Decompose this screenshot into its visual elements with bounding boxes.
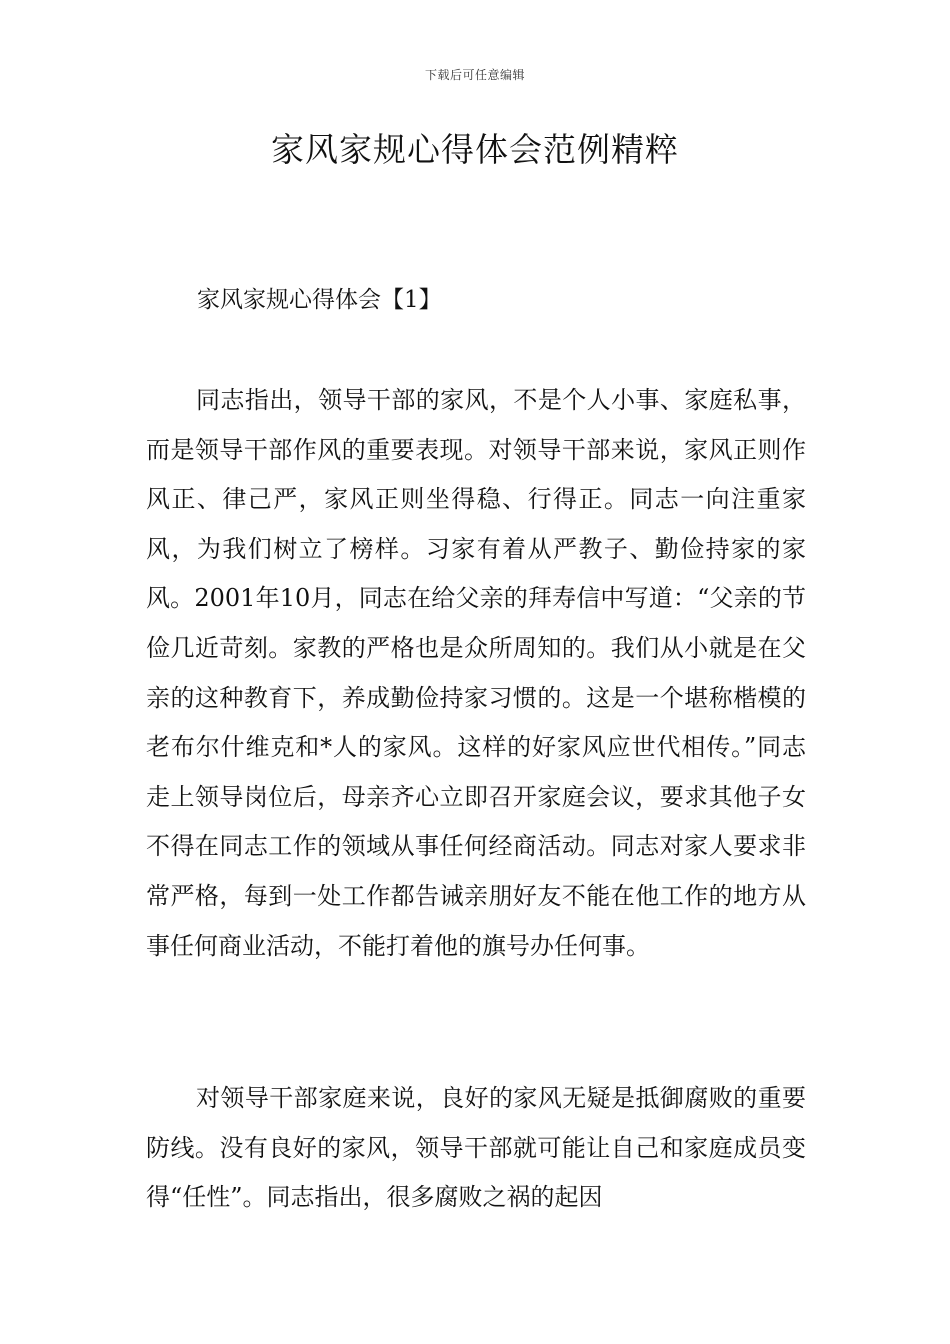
body-paragraph: 同志指出，领导干部的家风，不是个人小事、家庭私事，而是领导干部作风的重要表现。对领导干部来说，家风正则作风正、律己严，家风正则坐得稳、行得正。同志一向注重家风，为我们树立了榜样。习家有着从严教子、勤俭持家的家风。2001年10月，同志在给父亲的拜寿信中写道：“父亲的节俭几近苛刻。家教的严格也是众所周知的。我们从小就是在父亲的这种教育下，养成勤俭持家习惯的。这是一个堪称楷模的老布尔什维克和*人的家风。这样的好家风应世代相传。”同志走上领导岗位后，母亲齐心立即召开家庭会议，要求其他子女不得在同志工作的领域从事任何经商活动。同志对家人要求非常严格，每到一处工作都告诫亲朋好友不能在他工作的地方从事任何商业活动，不能打着他的旗号办任何事。: [146, 386, 806, 960]
section-heading: 家风家规心得体会【1】: [197, 287, 442, 313]
document-title: 家风家规心得体会范例精粹: [271, 130, 679, 169]
header-note: 下载后可任意编辑: [424, 68, 525, 82]
body-paragraph: 对领导干部家庭来说，良好的家风无疑是抵御腐败的重要防线。没有良好的家风，领导干部就可能让自己和家庭成员变得“任性”。同志指出，很多腐败之祸的起因: [146, 1084, 806, 1212]
